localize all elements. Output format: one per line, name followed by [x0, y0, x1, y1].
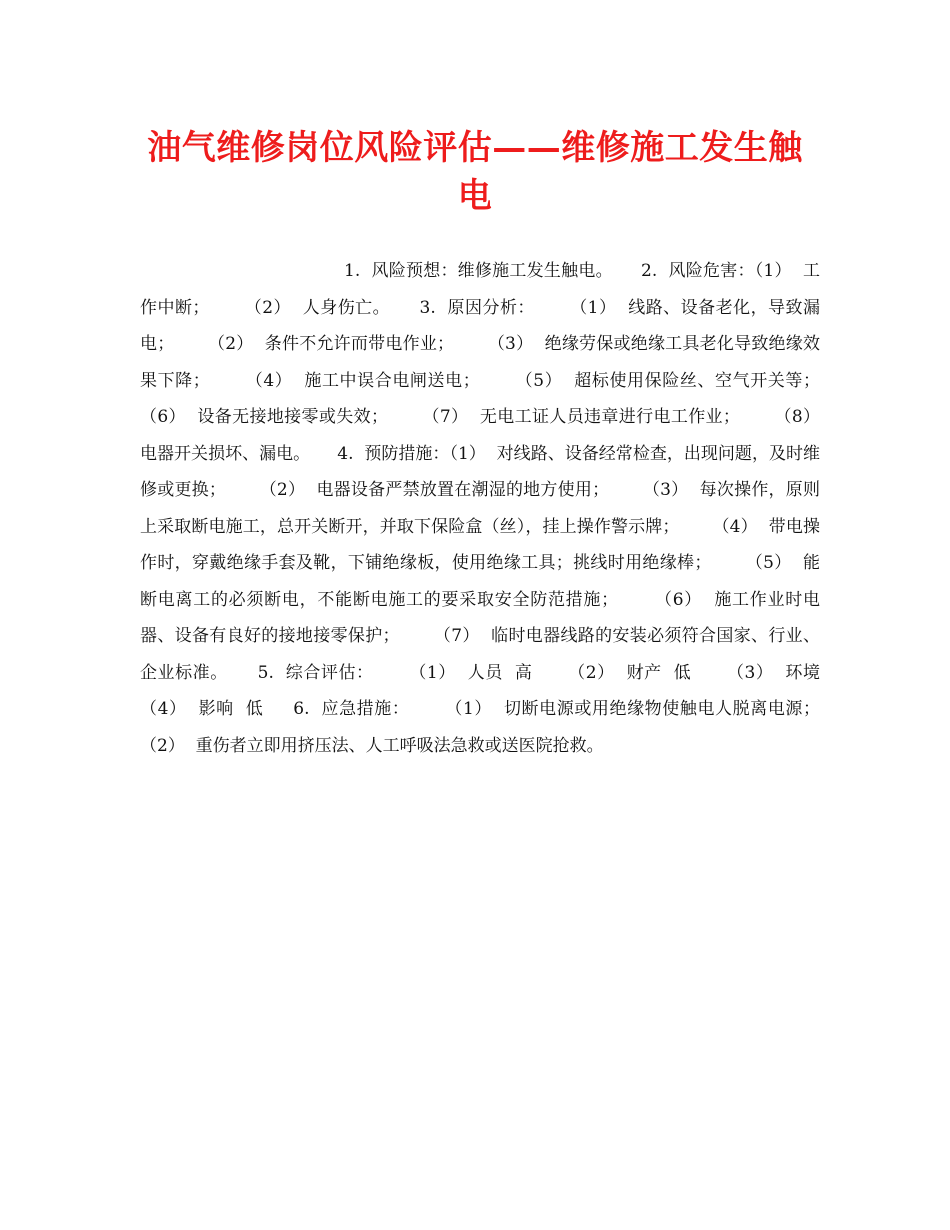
document-title: 油气维修岗位风险评估——维修施工发生触电	[147, 128, 803, 216]
document-body: 1. 风险预想：维修施工发生触电。 2. 风险危害：（1） 工作中断； （2） 人身伤亡。 3. 原因分析： （1） 线路、设备老化，导致漏电； （2） 条件不允许而带电作业； （3） 绝缘劳保或绝缘工具老化导致绝缘效果下降； （4） 施工中误合电闸送电； （5） 超标使用保险丝、空气开关等； （6） 设备无接地接零或失效； （7） 无电工证人员违章进行电工作业； （8） 电器开关损坏、漏电。 4. 预防措施：（1） 对线路、设备经常检查，出现问题，及时维修或更换； （2） 电器设备严禁放置在潮湿的地方使用； （3） 每次操作，原则上采取断电施工，总开关断开，并取下保险盒（丝），挂上操作警示牌； （4） 带电操作时，穿戴绝缘手套及靴，下铺绝缘板，使用绝缘工具；挑线时用绝缘棒； （5） 能断电离工的必须断电，不能断电施工的要采取安全防范措施； （6） 施工作业时电器、设备有良好的接地接零保护； （7） 临时电器线路的安装必须符合国家、行业、企业标准。 5. 综合评估： （1） 人员 高 （2） 财产 低 （3） 环境 （4） 影响 低 6. 应急措施： （1） 切断电源或用绝缘物使触电人脱离电源； （2） 重伤者立即用挤压法、人工呼吸法急救或送医院抢救。	[140, 261, 853, 756]
